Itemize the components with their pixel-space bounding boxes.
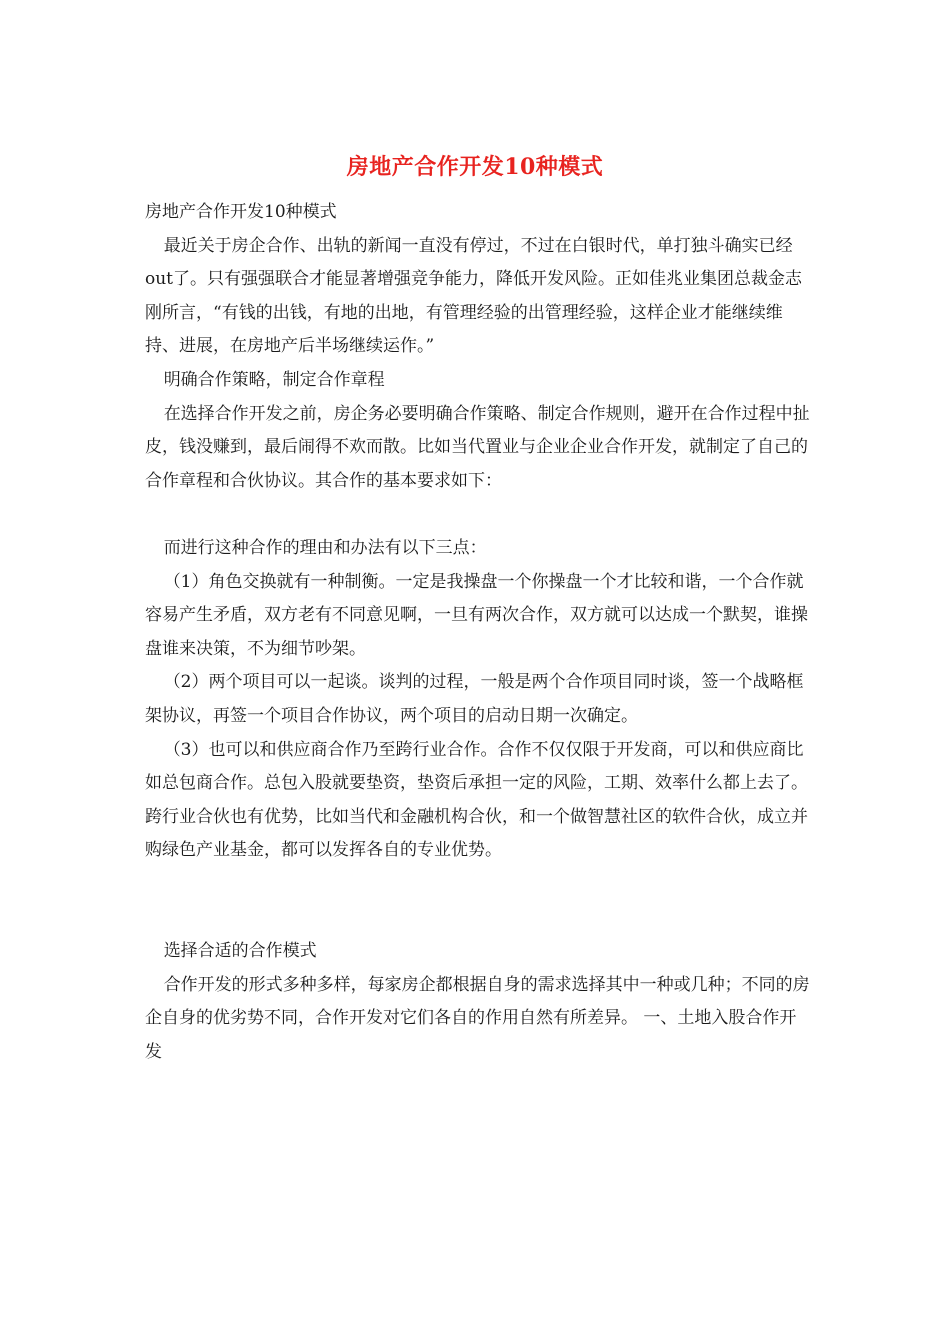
blank-gap bbox=[145, 868, 810, 935]
list-item-reason-1: （1）角色交换就有一种制衡。一定是我操盘一个你操盘一个才比较和谐，一个合作就容易产生矛盾，双方老有不同意见啊，一旦有两次合作，双方就可以达成一个默契，谁操盘谁来决策，不为细节吵架。 bbox=[145, 571, 808, 659]
section-heading-modes: 选择合适的合作模式 bbox=[163, 941, 317, 962]
section-heading-strategy: 明确合作策略，制定合作章程 bbox=[163, 369, 385, 390]
list-item-reason-2: （2）两个项目可以一起谈。谈判的过程，一般是两个合作项目同时谈，签一个战略框架协议，再签一个项目合作协议，两个项目的启动日期一次确定。 bbox=[145, 672, 804, 726]
blank-line bbox=[145, 498, 810, 532]
paragraph-strategy: 在选择合作开发之前，房企务必要明确合作策略、制定合作规则，避开在合作过程中扯皮，钱没赚到，最后闹得不欢而散。比如当代置业与企业企业合作开发，就制定了自己的合作章程和合伙协议。其合作的基本要求如下： bbox=[145, 403, 810, 491]
paragraph-modes: 合作开发的形式多种多样，每家房企都根据自身的需求选择其中一种或几种；不同的房企自身的优劣势不同，合作开发对它们各自的作用自然有所差异。 一、土地入股合作开发 bbox=[145, 974, 810, 1062]
subtitle-line: 房地产合作开发10种模式 bbox=[145, 202, 337, 222]
list-item-reason-3: （3）也可以和供应商合作乃至跨行业合作。合作不仅仅限于开发商，可以和供应商比如总包商合作。总包入股就要垫资，垫资后承担一定的风险，工期、效率什么都上去了。跨行业合伙也有优势，比如当代和金融机构合伙，和一个做智慧社区的软件合伙，成立并购绿色产业基金，都可以发挥各自的专业优势。 bbox=[145, 739, 808, 861]
paragraph-reasons-intro: 而进行这种合作的理由和办法有以下三点： bbox=[163, 537, 487, 558]
paragraph-intro: 最近关于房企合作、出轨的新闻一直没有停过，不过在白银时代，单打独斗确实已经out了。只有强强联合才能显著增强竞争能力，降低开发风险。正如佳兆业集团总裁金志刚所言，“有钱的出钱，有地的出地，有管理经验的出管理经验，这样企业才能继续维持、进展，在房地产后半场继续运作。” bbox=[145, 235, 803, 357]
document-title: 房地产合作开发10种模式 bbox=[346, 154, 604, 180]
document-body bbox=[145, 196, 810, 1069]
